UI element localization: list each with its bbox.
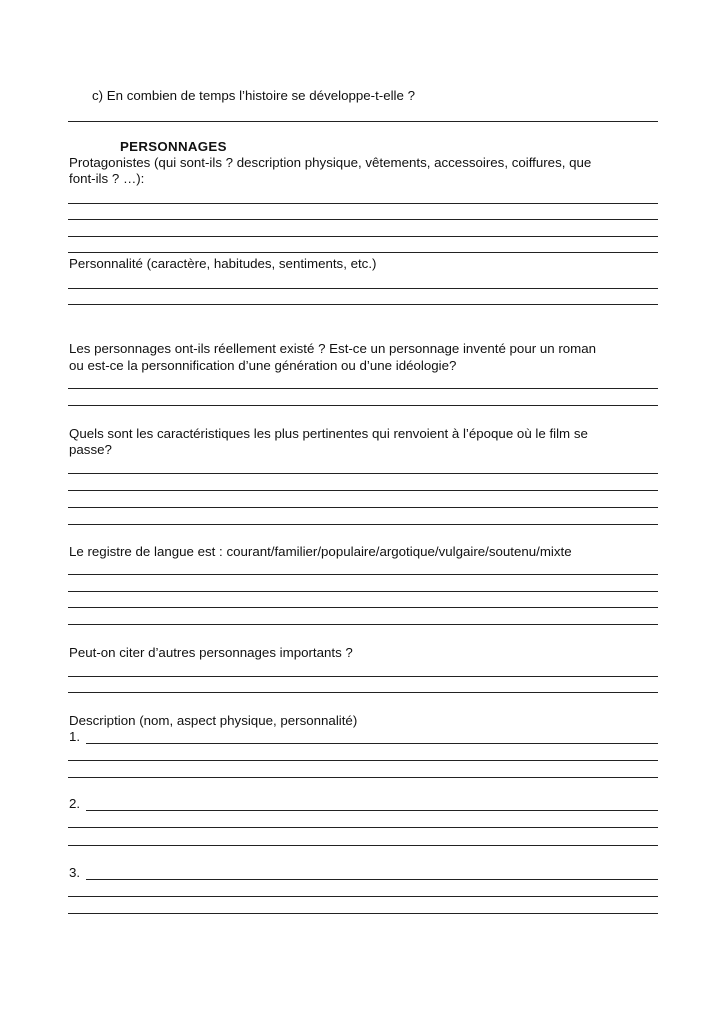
description-prompt: Description (nom, aspect physique, personnalité) xyxy=(69,713,358,728)
answer-line[interactable] xyxy=(68,473,658,474)
answer-line[interactable] xyxy=(68,405,658,406)
answer-line[interactable] xyxy=(68,252,658,253)
answer-line[interactable] xyxy=(68,524,658,525)
item-number-2: 2. xyxy=(69,796,81,811)
answer-line[interactable] xyxy=(68,203,658,204)
answer-line[interactable] xyxy=(68,692,658,693)
answer-line[interactable] xyxy=(68,676,658,677)
item-number-3: 3. xyxy=(69,865,81,880)
epoque-prompt-line2: passe? xyxy=(69,442,112,457)
item-number-1: 1. xyxy=(69,729,81,744)
answer-line[interactable] xyxy=(86,879,658,880)
answer-line[interactable] xyxy=(68,236,658,237)
answer-line[interactable] xyxy=(68,507,658,508)
answer-line[interactable] xyxy=(68,845,658,846)
answer-line[interactable] xyxy=(68,288,658,289)
duration-question: c) En combien de temps l’histoire se développe-t-elle ? xyxy=(92,88,415,103)
answer-line[interactable] xyxy=(68,574,658,575)
answer-line[interactable] xyxy=(86,810,658,811)
answer-line[interactable] xyxy=(68,777,658,778)
personnalite-prompt: Personnalité (caractère, habitudes, sentiments, etc.) xyxy=(69,256,377,271)
existe-prompt-line1: Les personnages ont-ils réellement existé ? Est-ce un personnage inventé pour un roman xyxy=(69,341,597,356)
existe-prompt-line2: ou est-ce la personnification d’une génération ou d’une idéologie? xyxy=(69,358,457,373)
answer-line[interactable] xyxy=(68,219,658,220)
answer-line[interactable] xyxy=(68,896,658,897)
answer-line[interactable] xyxy=(68,760,658,761)
answer-line[interactable] xyxy=(68,121,658,122)
answer-line[interactable] xyxy=(68,304,658,305)
autres-personnages-prompt: Peut-on citer d’autres personnages importants ? xyxy=(69,645,353,660)
protagonistes-prompt-line1: Protagonistes (qui sont-ils ? description physique, vêtements, accessoires, coiffures, que xyxy=(69,155,592,170)
epoque-prompt-line1: Quels sont les caractéristiques les plus pertinentes qui renvoient à l’époque où le film se xyxy=(69,426,588,441)
protagonistes-prompt-line2: font-ils ? …): xyxy=(69,171,145,186)
answer-line[interactable] xyxy=(68,827,658,828)
section-heading-personnages: PERSONNAGES xyxy=(120,139,227,154)
registre-prompt: Le registre de langue est : courant/familier/populaire/argotique/vulgaire/soutenu/mixte xyxy=(69,544,572,559)
answer-line[interactable] xyxy=(68,624,658,625)
answer-line[interactable] xyxy=(68,388,658,389)
answer-line[interactable] xyxy=(68,913,658,914)
answer-line[interactable] xyxy=(68,490,658,491)
answer-line[interactable] xyxy=(68,591,658,592)
answer-line[interactable] xyxy=(86,743,658,744)
answer-line[interactable] xyxy=(68,607,658,608)
